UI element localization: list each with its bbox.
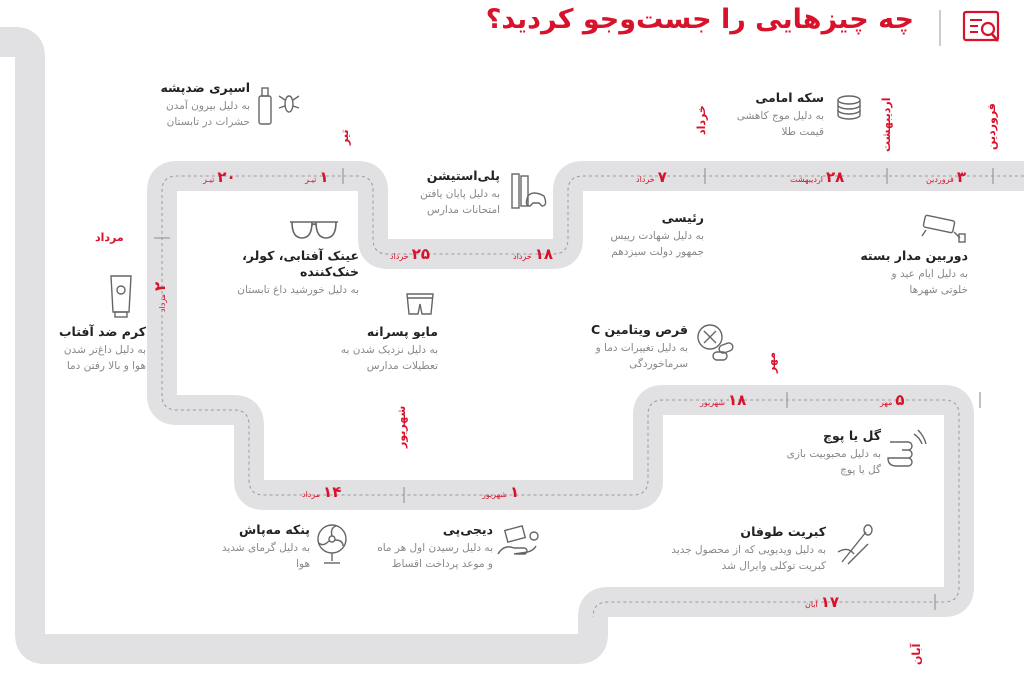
event-card: رئیسی به دلیل شهادت رییس جمهور دولت سیزدهم (610, 210, 704, 258)
game-console-icon (508, 172, 548, 212)
search-document-icon (960, 8, 1004, 48)
event-card: گل یا پوچ به دلیل محبوبیت بازی گل یا پوچ (786, 428, 881, 476)
month-label-khordad: خرداد (695, 105, 708, 135)
month-label-mehr: مهر (765, 352, 778, 373)
sunglasses-icon (288, 218, 340, 244)
vitamin-pills-icon (695, 322, 737, 362)
event-card: پنکه مه‌پاش به دلیل گرمای شدید هوا (221, 522, 310, 570)
date-marker: ۲۰تیـر (203, 168, 236, 186)
month-label-shahrivar: شهریور (395, 405, 408, 448)
event-card: قرص ویتامین C به دلیل تغییرات دما و سرماخوردگی (590, 322, 688, 370)
date-marker: ۱شهریور (482, 483, 520, 501)
date-marker: ۲۸اردیبهشت (790, 168, 845, 186)
event-card: سکه امامی به دلیل موج کاهشی قیمت طلا (736, 90, 824, 138)
date-marker: ۳فروردین (926, 168, 966, 186)
date-marker: ۱۸خرداد (513, 245, 554, 263)
date-marker: ۱تیـر (305, 168, 329, 186)
coins-icon (832, 94, 862, 122)
cctv-camera-icon (920, 212, 968, 244)
event-card: دوربین مدار بسته به دلیل ایام عید و خلوتی شهرها (860, 248, 968, 296)
insect-spray-icon (255, 80, 303, 128)
month-label-ordibehesht: اردیبهشت (880, 97, 893, 152)
date-marker: ۲۵خرداد (390, 245, 431, 263)
event-card: اسپری ضدپشه به دلیل بیرون آمدن حشرات در تابستان (160, 80, 250, 128)
payment-hand-icon (496, 524, 540, 562)
date-marker: ۱۴مرداد (302, 483, 342, 501)
event-card: پلی‌استیشن به دلیل پایان یافتن امتحانات مدارس (420, 168, 500, 216)
fan-icon (314, 523, 350, 567)
month-label-tir: تیر (338, 129, 351, 145)
date-marker: ۲مرداد (151, 281, 169, 312)
title-divider (939, 10, 941, 46)
month-label-farvardin: فروردین (985, 103, 998, 150)
event-card: کبریت طوفان به دلیل ویدیویی که از محصول جدید کبریت توکلی وایرال شد (671, 524, 826, 572)
date-marker: ۱۷آبان (805, 593, 840, 611)
page-title: چه چیزهایی را جست‌وجو کردید؟ (485, 4, 914, 35)
date-marker: ۷خرداد (636, 168, 667, 186)
event-card: دیجی‌پی به دلیل رسیدن اول هر ماه و موعد پرداخت اقساط (377, 522, 493, 570)
matches-icon (836, 522, 876, 568)
date-marker: ۱۸شهریور (700, 391, 747, 409)
date-marker: ۵مهر (880, 391, 905, 409)
event-card: عینک آفتابی، کولر، خنک‌کننده به دلیل خورشید داغ تابستان (237, 248, 359, 296)
sunscreen-icon (108, 274, 134, 318)
month-label-aban: آبان (910, 643, 923, 665)
fist-hand-icon (882, 428, 928, 472)
swim-shorts-icon (404, 290, 436, 318)
event-card: کرم ضد آفتاب به دلیل داغ‌تر شدن هوا و بالا رفتن دما (58, 324, 146, 372)
event-card: مایو پسرانه به دلیل نزدیک شدن به تعطیلات مدارس (340, 324, 438, 372)
month-label-mordad: مرداد (95, 231, 124, 244)
